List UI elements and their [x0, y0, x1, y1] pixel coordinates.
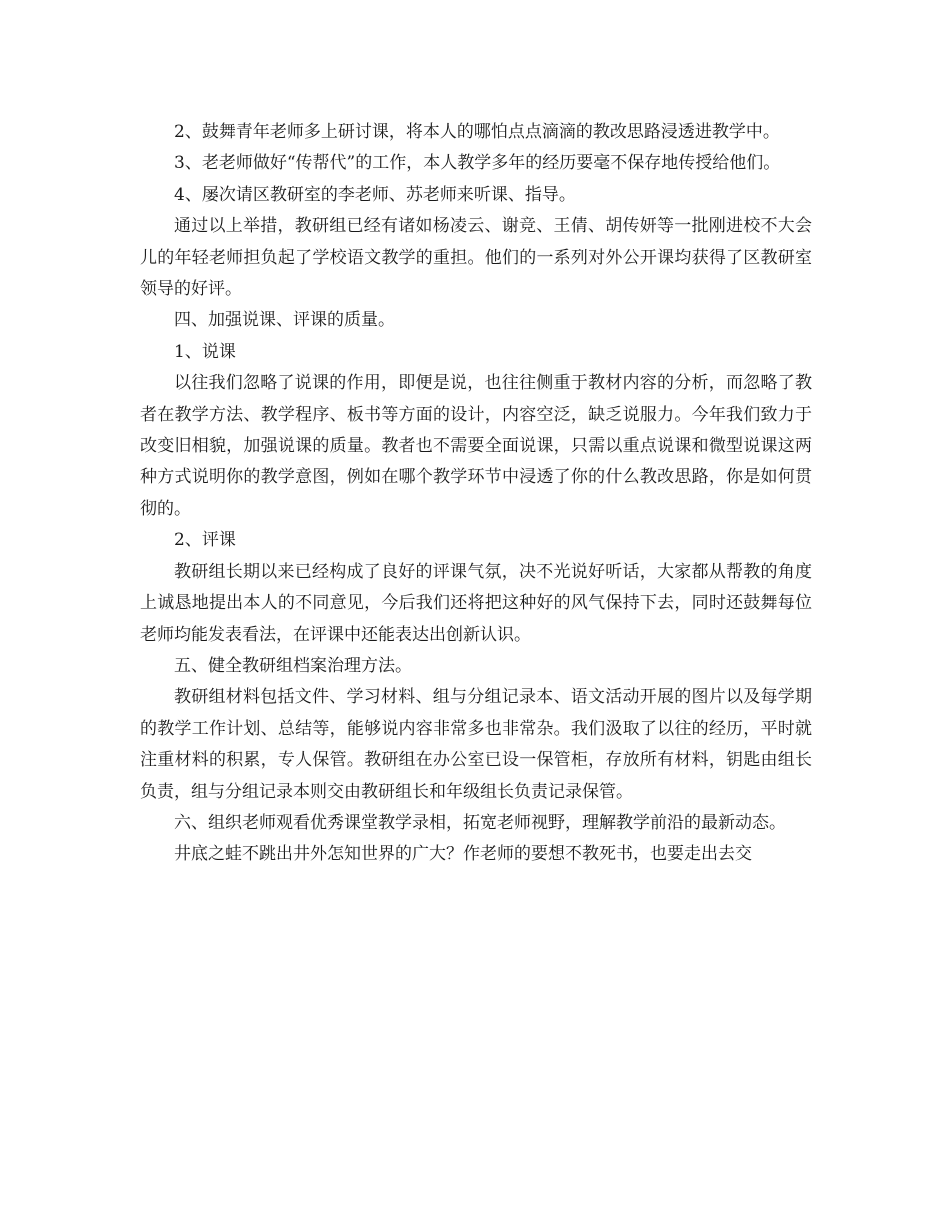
section-heading-6: 六、组织老师观看优秀课堂教学录相，拓宽老师视野，理解教学前沿的最新动态。 — [174, 812, 786, 833]
section-heading-5: 五、健全教研组档案治理方法。 — [174, 655, 412, 676]
paragraph-lesson-presentation: 以往我们忽略了说课的作用，即便是说，也往往侧重于教材内容的分析，而忽略了教者在教学方法、教学程序、板书等方面的设计，内容空泛，缺乏说服力。今年我们致力于改变旧相貌，加强说课的质量。教者也不需要全面说课，只需以重点说课和微型说课这两种方式说明你的教学意图，例如在哪个教学环节中浸透了你的什么教改思路，你是如何贯彻的。 — [140, 373, 812, 519]
paragraph-measures-result: 通过以上举措，教研组已经有诸如杨凌云、谢竞、王倩、胡传妍等一批刚进校不大会儿的年轻老师担负起了学校语文教学的重担。他们的一系列对外公开课均获得了区教研室领导的好评。 — [140, 216, 812, 300]
paragraph-archive-management: 教研组材料包括文件、学习材料、组与分组记录本、语文活动开展的图片以及每学期的教学工作计划、总结等，能够说内容非常多也非常杂。我们汲取了以往的经历，平时就注重材料的积累，专人保管。教研组在办公室已设一保管柜，存放所有材料，钥匙由组长负责，组与分组记录本则交由教研组长和年级组长负责记录保管。 — [140, 687, 812, 802]
paragraph-item-2: 2、鼓舞青年老师多上研讨课，将本人的哪怕点点滴滴的教改思路浸透进教学中。 — [174, 122, 780, 142]
paragraph-item-3: 3、老老师做好“传帮代”的工作，本人教学多年的经历要毫不保存地传授给他们。 — [174, 153, 781, 174]
subheading-lesson-evaluation: 2、评课 — [174, 530, 236, 551]
section-heading-4: 四、加强说课、评课的质量。 — [174, 310, 395, 331]
paragraph-closing: 井底之蛙不跳出井外怎知世界的广大？作老师的要想不教死书，也要走出去交 — [174, 844, 752, 865]
paragraph-item-4: 4、屡次请区教研室的李老师、苏老师来听课、指导。 — [174, 184, 576, 205]
document-body — [140, 117, 812, 871]
subheading-lesson-presentation: 1、说课 — [174, 341, 236, 362]
paragraph-lesson-evaluation: 教研组长期以来已经构成了良好的评课气氛，决不光说好听话，大家都从帮教的角度上诚恳地提出本人的不同意见，今后我们还将把这种好的风气保持下去，同时还鼓舞每位老师均能发表看法，在评课中还能表达出创新认识。 — [140, 561, 812, 645]
